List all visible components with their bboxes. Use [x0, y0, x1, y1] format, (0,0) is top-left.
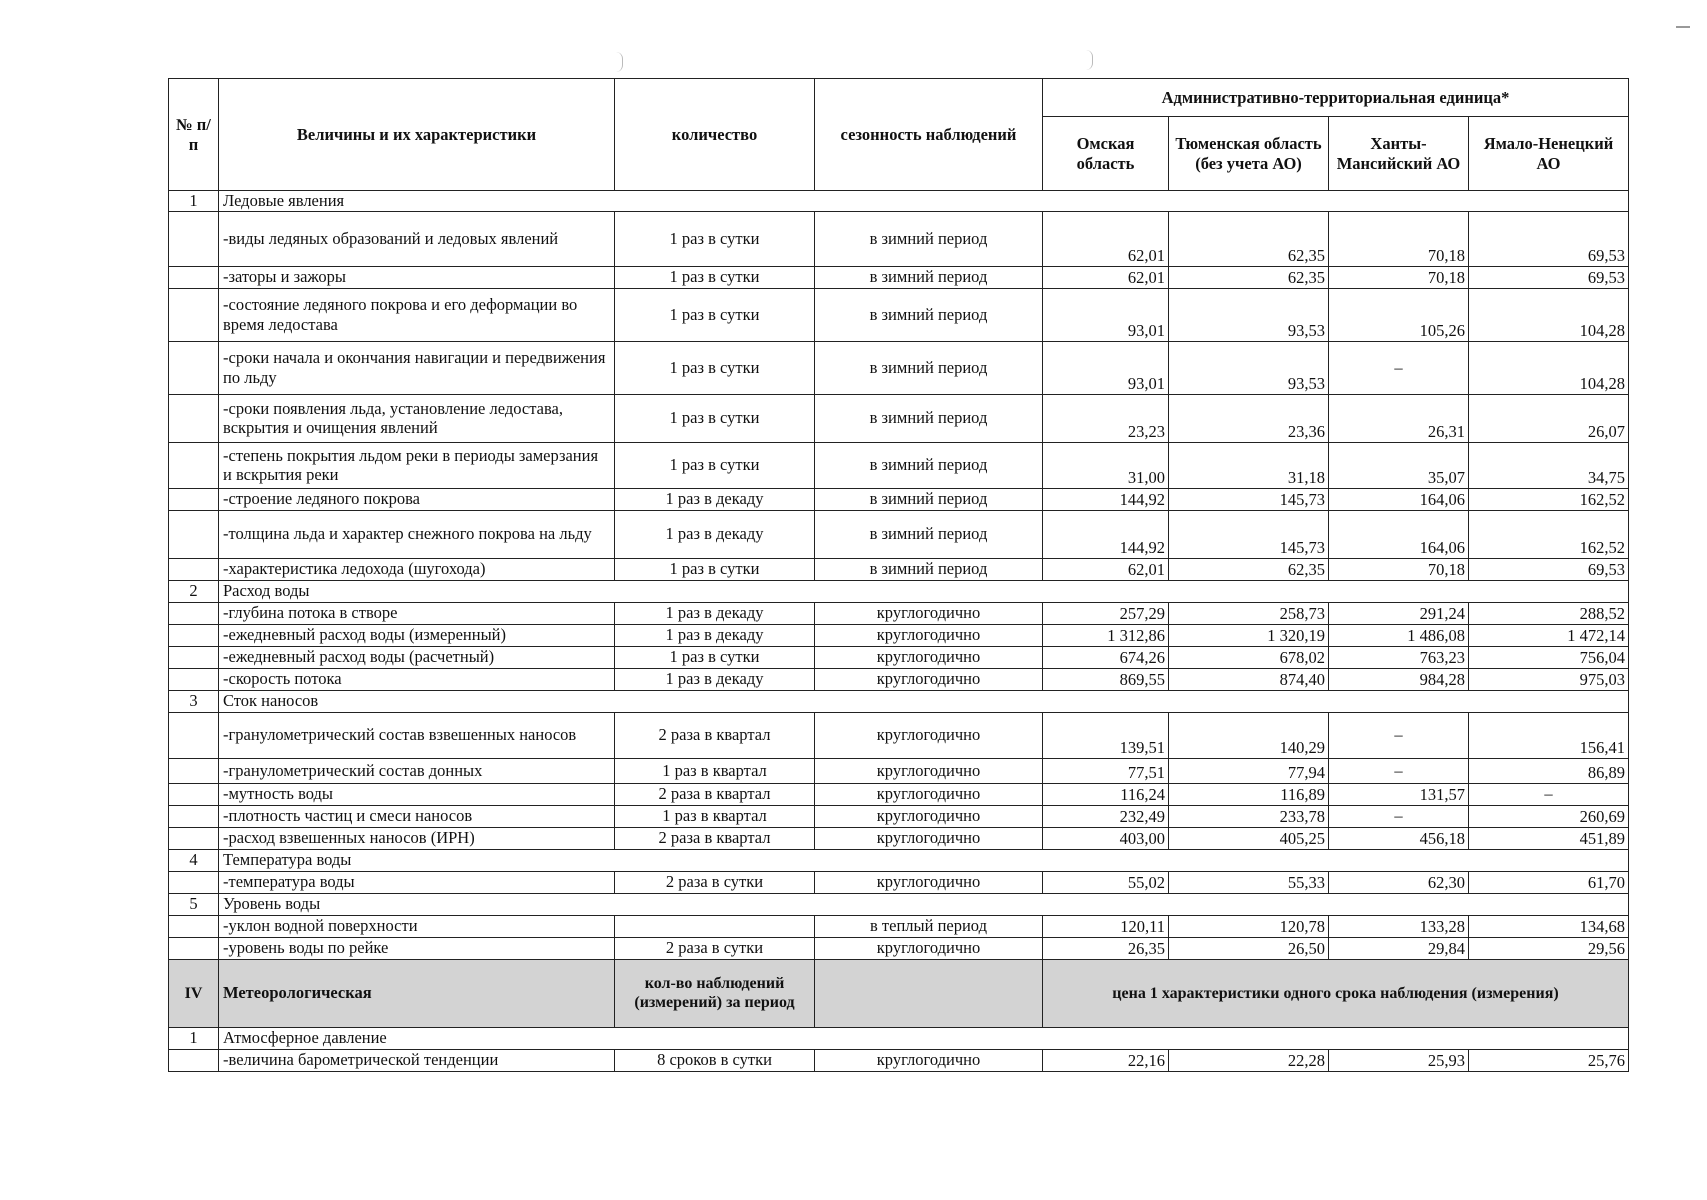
value-tyumen: 62,35: [1169, 558, 1329, 580]
quantity-cell: 1 раз в сутки: [615, 211, 815, 266]
value-omsk: 120,11: [1043, 915, 1169, 937]
row-number: [169, 624, 219, 646]
value-khmao: 291,24: [1329, 602, 1469, 624]
row-number: 1: [169, 1027, 219, 1049]
season-cell: круглогодично: [815, 871, 1043, 893]
section-header-row: [169, 959, 1629, 1027]
value-omsk: 144,92: [1043, 510, 1169, 558]
table-row: [169, 211, 1629, 266]
value-yanao: 260,69: [1469, 805, 1629, 827]
quantity-cell: 2 раза в квартал: [615, 783, 815, 805]
value-khmao: 763,23: [1329, 646, 1469, 668]
quantity-cell: 1 раз в сутки: [615, 341, 815, 394]
value-khmao: –: [1329, 712, 1469, 758]
table-row: [169, 341, 1629, 394]
col-header-qty: количество: [615, 79, 815, 191]
characteristic-name: -степень покрытия льдом реки в периоды замерзания и вскрытия реки: [219, 442, 615, 488]
section-title: Расход воды: [219, 580, 1629, 602]
value-tyumen: 93,53: [1169, 288, 1329, 341]
quantity-cell: 1 раз в декаду: [615, 668, 815, 690]
table-row: [169, 827, 1629, 849]
value-khmao: 105,26: [1329, 288, 1469, 341]
value-omsk: 62,01: [1043, 266, 1169, 288]
value-yanao: 69,53: [1469, 266, 1629, 288]
characteristic-name: -толщина льда и характер снежного покрова на льду: [219, 510, 615, 558]
value-tyumen: 55,33: [1169, 871, 1329, 893]
row-number: [169, 488, 219, 510]
value-tyumen: 405,25: [1169, 827, 1329, 849]
characteristic-name: -расход взвешенных наносов (ИРН): [219, 827, 615, 849]
section-title: Сток наносов: [219, 690, 1629, 712]
characteristic-name: -сроки появления льда, установление ледостава, вскрытия и очищения явлений: [219, 394, 615, 442]
value-omsk: 144,92: [1043, 488, 1169, 510]
value-yanao: 104,28: [1469, 341, 1629, 394]
section-title: Атмосферное давление: [219, 1027, 1629, 1049]
row-number: [169, 341, 219, 394]
section-title: Ледовые явления: [219, 191, 1629, 212]
value-omsk: 1 312,86: [1043, 624, 1169, 646]
value-khmao: 70,18: [1329, 558, 1469, 580]
quantity-cell: 1 раз в сутки: [615, 558, 815, 580]
value-omsk: 116,24: [1043, 783, 1169, 805]
value-omsk: 674,26: [1043, 646, 1169, 668]
value-yanao: 162,52: [1469, 510, 1629, 558]
table-row: [169, 805, 1629, 827]
value-yanao: 61,70: [1469, 871, 1629, 893]
row-number: [169, 288, 219, 341]
value-yanao: 134,68: [1469, 915, 1629, 937]
row-number: IV: [169, 959, 219, 1027]
value-tyumen: 140,29: [1169, 712, 1329, 758]
value-omsk: 26,35: [1043, 937, 1169, 959]
value-khmao: 456,18: [1329, 827, 1469, 849]
value-khmao: 62,30: [1329, 871, 1469, 893]
col-header-omsk: Омская область: [1043, 117, 1169, 191]
season-cell: круглогодично: [815, 1049, 1043, 1071]
value-omsk: 139,51: [1043, 712, 1169, 758]
table-row: [169, 937, 1629, 959]
row-number: 4: [169, 849, 219, 871]
table-row: [169, 758, 1629, 783]
value-yanao: 162,52: [1469, 488, 1629, 510]
quantity-cell: 2 раза в сутки: [615, 871, 815, 893]
characteristic-name: -величина барометрической тенденции: [219, 1049, 615, 1071]
value-tyumen: 31,18: [1169, 442, 1329, 488]
row-number: [169, 783, 219, 805]
table-row: [169, 442, 1629, 488]
header-row-1: [169, 79, 1629, 117]
season-cell: круглогодично: [815, 805, 1043, 827]
table-body: [169, 191, 1629, 1072]
season-cell: круглогодично: [815, 937, 1043, 959]
value-khmao: 164,06: [1329, 488, 1469, 510]
value-tyumen: 62,35: [1169, 266, 1329, 288]
row-number: [169, 915, 219, 937]
value-omsk: 403,00: [1043, 827, 1169, 849]
season-cell: в зимний период: [815, 442, 1043, 488]
value-tyumen: 233,78: [1169, 805, 1329, 827]
table-row: [169, 871, 1629, 893]
value-tyumen: 62,35: [1169, 211, 1329, 266]
value-yanao: 451,89: [1469, 827, 1629, 849]
row-number: [169, 871, 219, 893]
quantity-cell: 1 раз в сутки: [615, 442, 815, 488]
value-omsk: 93,01: [1043, 288, 1169, 341]
value-tyumen: 93,53: [1169, 341, 1329, 394]
value-yanao: 156,41: [1469, 712, 1629, 758]
characteristic-name: -плотность частиц и смеси наносов: [219, 805, 615, 827]
value-yanao: 69,53: [1469, 211, 1629, 266]
quantity-cell: 1 раз в сутки: [615, 646, 815, 668]
col-header-tyumen: Тюменская область (без учета АО): [1169, 117, 1329, 191]
table-row: [169, 288, 1629, 341]
season-cell: круглогодично: [815, 783, 1043, 805]
season-header: [815, 959, 1043, 1027]
section-row: [169, 191, 1629, 212]
characteristic-name: -состояние ледяного покрова и его деформации во время ледостава: [219, 288, 615, 341]
value-omsk: 23,23: [1043, 394, 1169, 442]
row-number: [169, 510, 219, 558]
characteristic-name: -температура воды: [219, 871, 615, 893]
table-row: [169, 1049, 1629, 1071]
row-number: 1: [169, 191, 219, 212]
value-tyumen: 116,89: [1169, 783, 1329, 805]
row-number: [169, 827, 219, 849]
value-omsk: 22,16: [1043, 1049, 1169, 1071]
section-row: [169, 580, 1629, 602]
scan-corner-mark: [1676, 26, 1690, 28]
section-row: [169, 690, 1629, 712]
value-khmao: –: [1329, 805, 1469, 827]
value-yanao: 34,75: [1469, 442, 1629, 488]
quantity-cell: [615, 915, 815, 937]
value-yanao: 86,89: [1469, 758, 1629, 783]
row-number: [169, 558, 219, 580]
season-cell: круглогодично: [815, 712, 1043, 758]
season-cell: в зимний период: [815, 394, 1043, 442]
value-khmao: 70,18: [1329, 211, 1469, 266]
row-number: [169, 266, 219, 288]
value-khmao: –: [1329, 758, 1469, 783]
row-number: [169, 1049, 219, 1071]
value-khmao: 131,57: [1329, 783, 1469, 805]
quantity-cell: 2 раза в сутки: [615, 937, 815, 959]
characteristic-name: -уровень воды по рейке: [219, 937, 615, 959]
table-row: [169, 783, 1629, 805]
value-tyumen: 23,36: [1169, 394, 1329, 442]
value-yanao: 1 472,14: [1469, 624, 1629, 646]
value-omsk: 93,01: [1043, 341, 1169, 394]
value-tyumen: 26,50: [1169, 937, 1329, 959]
col-header-khmao: Ханты-Мансийский АО: [1329, 117, 1469, 191]
section-title: Температура воды: [219, 849, 1629, 871]
quantity-cell: 8 сроков в сутки: [615, 1049, 815, 1071]
data-table: [168, 78, 1629, 1072]
observations-count-header: кол-во наблюдений (измерений) за период: [615, 959, 815, 1027]
characteristic-name: -характеристика ледохода (шугохода): [219, 558, 615, 580]
characteristic-name: -строение ледяного покрова: [219, 488, 615, 510]
value-khmao: 133,28: [1329, 915, 1469, 937]
section-row: [169, 893, 1629, 915]
scan-mark-right: [1086, 50, 1093, 70]
value-omsk: 232,49: [1043, 805, 1169, 827]
characteristic-name: -скорость потока: [219, 668, 615, 690]
value-khmao: 35,07: [1329, 442, 1469, 488]
season-cell: в зимний период: [815, 558, 1043, 580]
season-cell: в зимний период: [815, 266, 1043, 288]
value-omsk: 869,55: [1043, 668, 1169, 690]
value-omsk: 77,51: [1043, 758, 1169, 783]
characteristic-name: -ежедневный расход воды (расчетный): [219, 646, 615, 668]
row-number: [169, 211, 219, 266]
table-row: [169, 668, 1629, 690]
value-omsk: 62,01: [1043, 558, 1169, 580]
section-title: Уровень воды: [219, 893, 1629, 915]
col-header-unit: Административно-территориальная единица*: [1043, 79, 1629, 117]
value-tyumen: 678,02: [1169, 646, 1329, 668]
col-header-yanao: Ямало-Ненецкий АО: [1469, 117, 1629, 191]
table-row: [169, 624, 1629, 646]
value-yanao: 69,53: [1469, 558, 1629, 580]
value-tyumen: 145,73: [1169, 488, 1329, 510]
scan-mark-left: [616, 52, 623, 72]
season-cell: круглогодично: [815, 602, 1043, 624]
table-row: [169, 646, 1629, 668]
value-yanao: 104,28: [1469, 288, 1629, 341]
quantity-cell: 1 раз в сутки: [615, 266, 815, 288]
season-cell: круглогодично: [815, 646, 1043, 668]
price-header: цена 1 характеристики одного срока наблюдения (измерения): [1043, 959, 1629, 1027]
season-cell: круглогодично: [815, 758, 1043, 783]
characteristic-name: -гранулометрический состав взвешенных наносов: [219, 712, 615, 758]
row-number: [169, 668, 219, 690]
value-tyumen: 77,94: [1169, 758, 1329, 783]
characteristic-name: -заторы и зажоры: [219, 266, 615, 288]
row-number: [169, 758, 219, 783]
value-yanao: 26,07: [1469, 394, 1629, 442]
section-row: [169, 1027, 1629, 1049]
characteristic-name: -уклон водной поверхности: [219, 915, 615, 937]
quantity-cell: 1 раз в сутки: [615, 288, 815, 341]
table-row: [169, 558, 1629, 580]
season-cell: в теплый период: [815, 915, 1043, 937]
row-number: [169, 712, 219, 758]
season-cell: круглогодично: [815, 624, 1043, 646]
value-omsk: 257,29: [1043, 602, 1169, 624]
table-row: [169, 266, 1629, 288]
season-cell: в зимний период: [815, 510, 1043, 558]
value-khmao: 1 486,08: [1329, 624, 1469, 646]
characteristic-name: -ежедневный расход воды (измеренный): [219, 624, 615, 646]
value-yanao: 29,56: [1469, 937, 1629, 959]
value-tyumen: 874,40: [1169, 668, 1329, 690]
season-cell: круглогодично: [815, 668, 1043, 690]
value-khmao: 25,93: [1329, 1049, 1469, 1071]
value-tyumen: 22,28: [1169, 1049, 1329, 1071]
row-number: 3: [169, 690, 219, 712]
table-row: [169, 915, 1629, 937]
quantity-cell: 1 раз в декаду: [615, 624, 815, 646]
value-khmao: 26,31: [1329, 394, 1469, 442]
value-omsk: 31,00: [1043, 442, 1169, 488]
quantity-cell: 2 раза в квартал: [615, 827, 815, 849]
value-yanao: –: [1469, 783, 1629, 805]
characteristic-name: -виды ледяных образований и ледовых явлений: [219, 211, 615, 266]
value-tyumen: 1 320,19: [1169, 624, 1329, 646]
table-row: [169, 602, 1629, 624]
table-row: [169, 510, 1629, 558]
season-cell: в зимний период: [815, 341, 1043, 394]
value-khmao: 164,06: [1329, 510, 1469, 558]
row-number: [169, 805, 219, 827]
quantity-cell: 1 раз в декаду: [615, 488, 815, 510]
quantity-cell: 1 раз в квартал: [615, 758, 815, 783]
row-number: [169, 646, 219, 668]
section-row: [169, 849, 1629, 871]
value-yanao: 288,52: [1469, 602, 1629, 624]
value-tyumen: 258,73: [1169, 602, 1329, 624]
value-tyumen: 120,78: [1169, 915, 1329, 937]
season-cell: в зимний период: [815, 288, 1043, 341]
quantity-cell: 1 раз в квартал: [615, 805, 815, 827]
row-number: 5: [169, 893, 219, 915]
row-number: [169, 442, 219, 488]
row-number: 2: [169, 580, 219, 602]
season-cell: круглогодично: [815, 827, 1043, 849]
value-omsk: 62,01: [1043, 211, 1169, 266]
col-header-season: сезонность наблюдений: [815, 79, 1043, 191]
characteristic-name: -мутность воды: [219, 783, 615, 805]
characteristic-name: -гранулометрический состав донных: [219, 758, 615, 783]
value-khmao: 70,18: [1329, 266, 1469, 288]
value-yanao: 756,04: [1469, 646, 1629, 668]
value-yanao: 975,03: [1469, 668, 1629, 690]
value-khmao: 984,28: [1329, 668, 1469, 690]
value-tyumen: 145,73: [1169, 510, 1329, 558]
value-khmao: 29,84: [1329, 937, 1469, 959]
quantity-cell: 1 раз в декаду: [615, 602, 815, 624]
season-cell: в зимний период: [815, 211, 1043, 266]
row-number: [169, 602, 219, 624]
value-yanao: 25,76: [1469, 1049, 1629, 1071]
characteristic-name: -глубина потока в створе: [219, 602, 615, 624]
col-header-no: № п/п: [169, 79, 219, 191]
table-row: [169, 394, 1629, 442]
section-header-title: Метеорологическая: [219, 959, 615, 1027]
quantity-cell: 2 раза в квартал: [615, 712, 815, 758]
table-row: [169, 712, 1629, 758]
row-number: [169, 394, 219, 442]
row-number: [169, 937, 219, 959]
season-cell: в зимний период: [815, 488, 1043, 510]
quantity-cell: 1 раз в сутки: [615, 394, 815, 442]
quantity-cell: 1 раз в декаду: [615, 510, 815, 558]
value-khmao: –: [1329, 341, 1469, 394]
table-row: [169, 488, 1629, 510]
value-omsk: 55,02: [1043, 871, 1169, 893]
col-header-name: Величины и их характеристики: [219, 79, 615, 191]
characteristic-name: -сроки начала и окончания навигации и передвижения по льду: [219, 341, 615, 394]
